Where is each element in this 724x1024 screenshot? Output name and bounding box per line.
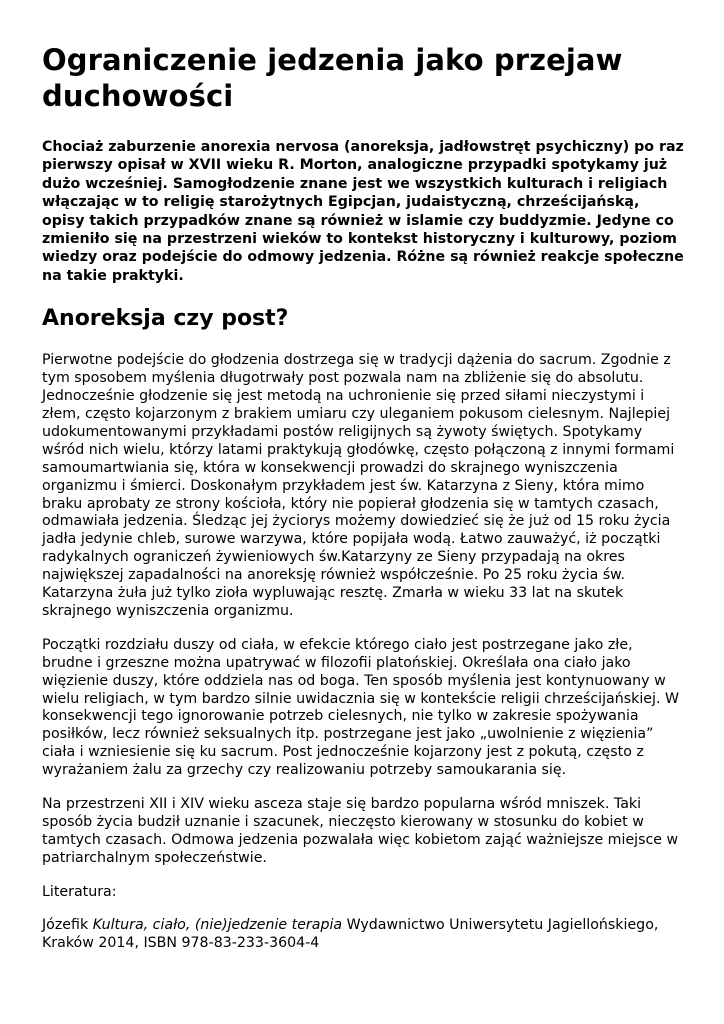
body-paragraph-1: Pierwotne podejście do głodzenia dostrzega się w tradycji dążenia do sacrum. Zgodnie z tym sposobem myślenia długotrwały post pozwala nam na zbliżenie się do absolutu. Jednocześnie głodzenie się jest metodą na uchronienie się przed siłami nieczystymi i złem, często kojarzonym z brakiem umiaru czy uleganiem pokusom cielesnym. Najlepiej udokumentowanymi przykładami postów religijnych są żywoty świętych. Spotykamy wśród nich wielu, którzy latami praktykują głodówkę, często połączoną z innymi formami samoumartwiania się, która w konsekwencji prowadzi do skrajnego wyniszczenia organizmu i śmierci. Doskonałym przykładem jest św. Katarzyna z Sieny, która mimo braku aprobaty ze strony kościoła, który nie popierał głodzenia się w tamtych czasach, odmawiała jedzenia. Śledząc jej życiorys możemy dowiedzieć się że już od 15 roku życia jadła jedynie chleb, surowe warzywa, które popijała wodą. Łatwo zauważyć, iż początki radykalnych ograniczeń żywieniowych św.Katarzyny ze Sieny przypadają na okres największej zapadalności na anoreksję również współcześnie. Po 25 roku życia św. Katarzyna żuła już tylko zioła wypluwając resztę. Zmarła w wieku 33 lat na skutek skrajnego wyniszczenia organizmu. <box>42 352 675 619</box>
citation-publisher: Wydawnictwo Uniwersytetu Jagiellońskiego, Kraków 2014, ISBN 978-83-233-3604-4 <box>42 916 659 951</box>
section-heading: Anoreksja czy post? <box>42 306 289 332</box>
citation-author: Józefik <box>42 916 93 933</box>
article-lead: Chociaż zaburzenie anorexia nervosa (anoreksja, jadłowstręt psychiczny) po raz pierwszy opisał w XVII wieku R. Morton, analogiczne przypadki spotykamy już dużo wcześniej. Samogłodzenie znane jest we wszystkich kulturach i religiach włączając w to religię starożytnych Egipcjan, judaistyczną, chrześcijańską, opisy takich przypadków znane są również w islamie czy buddyzmie. Jedyne co zmieniło się na przestrzeni wieków to kontekst historyczny i kulturowy, poziom wiedzy oraz podejście do odmowy jedzenia. Różne są również reakcje społeczne na takie praktyki. <box>42 139 684 284</box>
body-paragraph-2: Początki rozdziału duszy od ciała, w efekcie którego ciało jest postrzegane jako złe, brudne i grzeszne można upatrywać w filozofii platońskiej. Określała ona ciało jako więzienie duszy, które oddziela nas od boga. Ten sposób myślenia jest kontynuowany w wielu religiach, w tym bardzo silnie uwidacznia się w kontekście religii chrześcijańskiej. W konsekwencji tego ignorowanie potrzeb cielesnych, nie tylko w zakresie spożywania posiłków, lecz również seksualnych itp. postrzegane jest jako „uwolnienie z więzienia” ciała i wzniesienie się ku sacrum. Post jednocześnie kojarzony jest z pokutą, często z wyrażaniem żalu za grzechy czy realizowaniu potrzeby samoukarania się. <box>42 636 680 779</box>
literature-citation <box>42 917 684 953</box>
citation-book-title: Kultura, ciało, (nie)jedzenie terapia <box>92 916 343 933</box>
literature-label: Literatura: <box>42 883 117 900</box>
article-title: Ograniczenie jedzenia jako przejaw duchowości <box>42 43 623 113</box>
body-paragraph-3: Na przestrzeni XII i XIV wieku asceza staje się bardzo popularna wśród mniszek. Taki sposób życia budził uznanie i szacunek, nieczęsto kierowany w stosunku do kobiet w tamtych czasach. Odmowa jedzenia pozwalała więc kobietom zająć ważniejsze miejsce w patriarchalnym społeczeństwie. <box>42 796 679 866</box>
